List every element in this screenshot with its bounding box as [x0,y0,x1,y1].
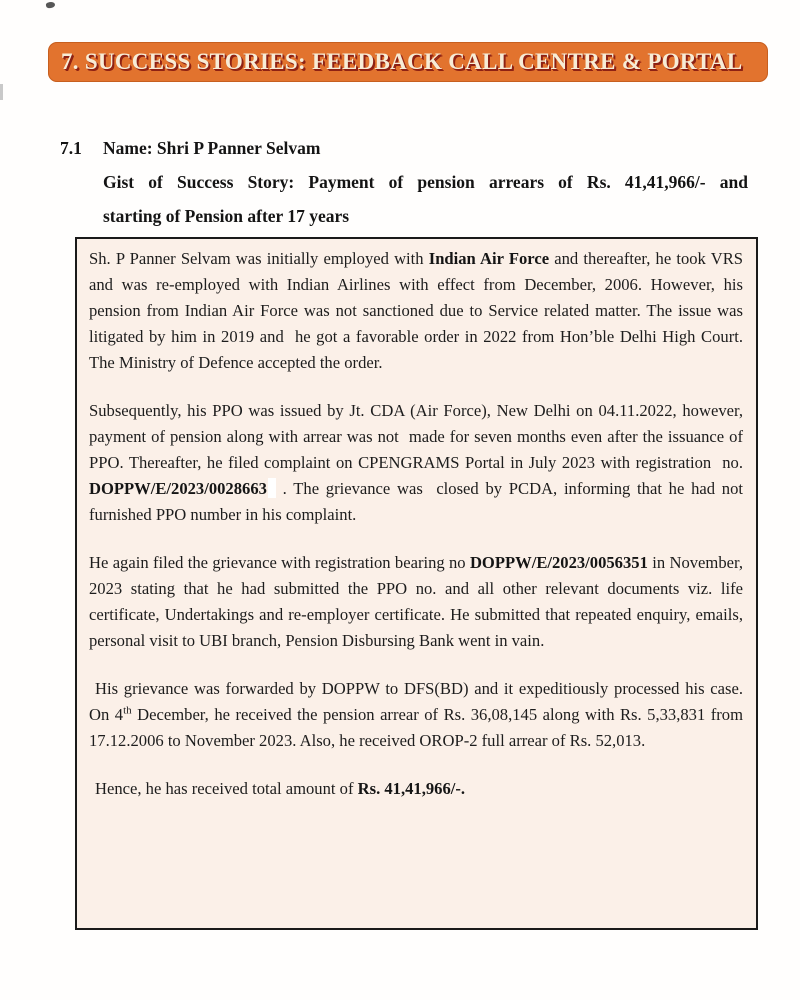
body-text: . The grievance was closed by PCDA, informing that he had not furnished PPO number in his complaint. [89,479,743,524]
gist-line-2: starting of Pension after 17 years [103,206,350,226]
scan-whiteout-patch [268,478,276,498]
story-paragraph [89,676,743,754]
body-text: Sh. P Panner Selvam was initially employed with [89,249,429,268]
body-text: He again filed the grievance with registration bearing no [89,553,470,572]
body-text: in November, 2023 stating that he had submitted the PPO no. and all other relevant documents viz. life certificate, Undertakings and re-employer certificate. He submitted that repeated enquiry, emails, personal visit to UBI branch, Pension Disbursing Bank went in vain. [89,553,743,650]
bold-text: DOPPW/E/2023/0028663 [89,479,267,498]
body-text: Hence, he has received total amount of [95,779,358,798]
scan-artifact-speck [45,1,55,9]
story-paragraph [89,776,743,802]
section-banner-title: 7. SUCCESS STORIES: FEEDBACK CALL CENTRE & PORTAL [61,49,743,74]
section-banner [48,42,768,82]
story-box [75,237,758,930]
subsection-number: 7.1 [60,138,82,158]
bold-text: Indian Air Force [428,249,550,268]
body-text: His grievance was forwarded by DOPPW to DFS(BD) and it expeditiously processed his case. On 4 [89,679,743,724]
body-text: December, he received the pension arrear of Rs. 36,08,145 along with Rs. 5,33,831 from 17.12.2006 to November 2023. Also, he received OROP-2 full arrear of Rs. 52,013. [89,705,743,750]
body-text: Subsequently, his PPO was issued by Jt. CDA (Air Force), New Delhi on 04.11.2022, however, payment of pension along with arrear was not made for seven months even after the issuance of PPO. Thereafter, he filed complaint on CPENGRAMS Portal in July 2023 with registration no. [89,401,743,472]
body-text: and thereafter, he took VRS and was re-employed with Indian Airlines with effect from December, 2006. However, his pension from Indian Air Force was not sanctioned due to Service related matter. The issue was litigated by him in 2019 and he got a favorable order in 2022 from Hon’ble Delhi High Court. The Ministry of Defence accepted the order. [89,249,743,372]
superscript-text: th [123,704,132,717]
scan-artifact-edge-mark [0,84,3,100]
story-paragraph [89,398,743,528]
story-paragraph [89,246,743,376]
gist-line-1: Gist of Success Story: Payment of pension arrears of Rs. 41,41,966/- and [103,172,748,192]
gist-block [103,165,748,233]
subsection-heading [60,131,750,233]
bold-text: DOPPW/E/2023/0056351 [469,553,648,572]
bold-text: Rs. 41,41,966/-. [357,779,466,798]
subsection-name-row [60,131,750,165]
subsection-name: Name: Shri P Panner Selvam [103,138,321,158]
story-paragraph [89,550,743,654]
